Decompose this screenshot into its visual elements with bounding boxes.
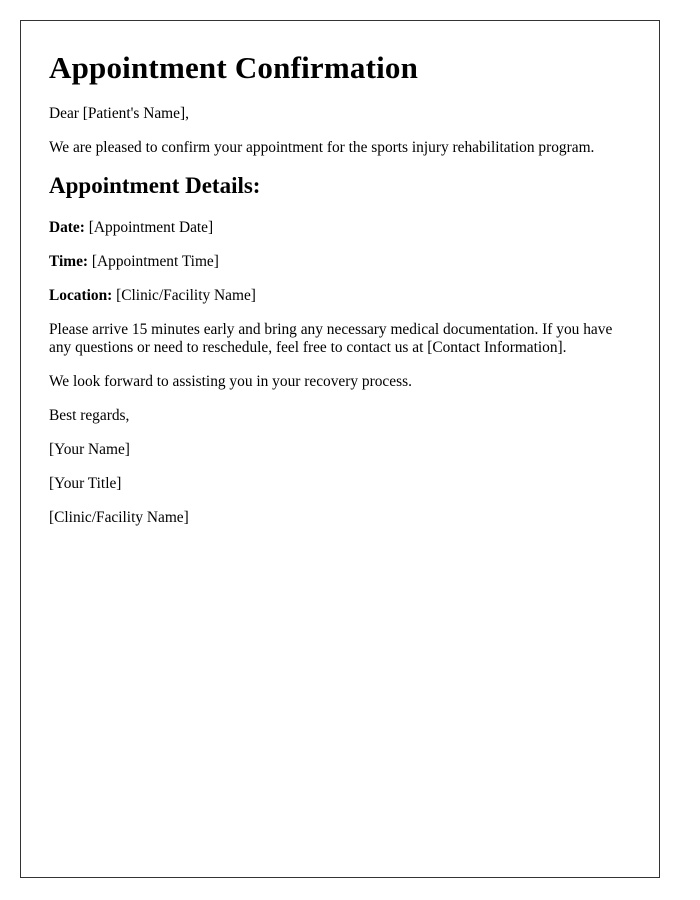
sender-organization: [Clinic/Facility Name]	[49, 508, 189, 526]
detail-date-label: Date:	[49, 218, 85, 236]
letter-page	[20, 20, 660, 878]
detail-time	[49, 253, 631, 271]
intro-paragraph: We are pleased to confirm your appointment for the sports injury rehabilitation program.	[49, 139, 595, 157]
instructions-paragraph: Please arrive 15 minutes early and bring any necessary medical documentation. If you have any questions or need to reschedule, feel free to contact us at [Contact Information].	[49, 320, 613, 356]
sender-name: [Your Name]	[49, 440, 130, 458]
detail-date	[49, 219, 631, 237]
greeting: Dear [Patient's Name],	[49, 105, 189, 123]
detail-date-value: [Appointment Date]	[88, 218, 214, 236]
detail-location	[49, 287, 631, 305]
closing-line: We look forward to assisting you in your recovery process.	[49, 372, 412, 390]
sign-off: Best regards,	[49, 406, 130, 424]
detail-time-label: Time:	[49, 252, 89, 270]
detail-location-value: [Clinic/Facility Name]	[116, 286, 256, 304]
detail-time-value: [Appointment Time]	[91, 252, 219, 270]
letter-title: Appointment Confirmation	[49, 50, 419, 85]
details-heading: Appointment Details:	[49, 173, 261, 199]
sender-title: [Your Title]	[49, 474, 122, 492]
detail-location-label: Location:	[49, 286, 113, 304]
